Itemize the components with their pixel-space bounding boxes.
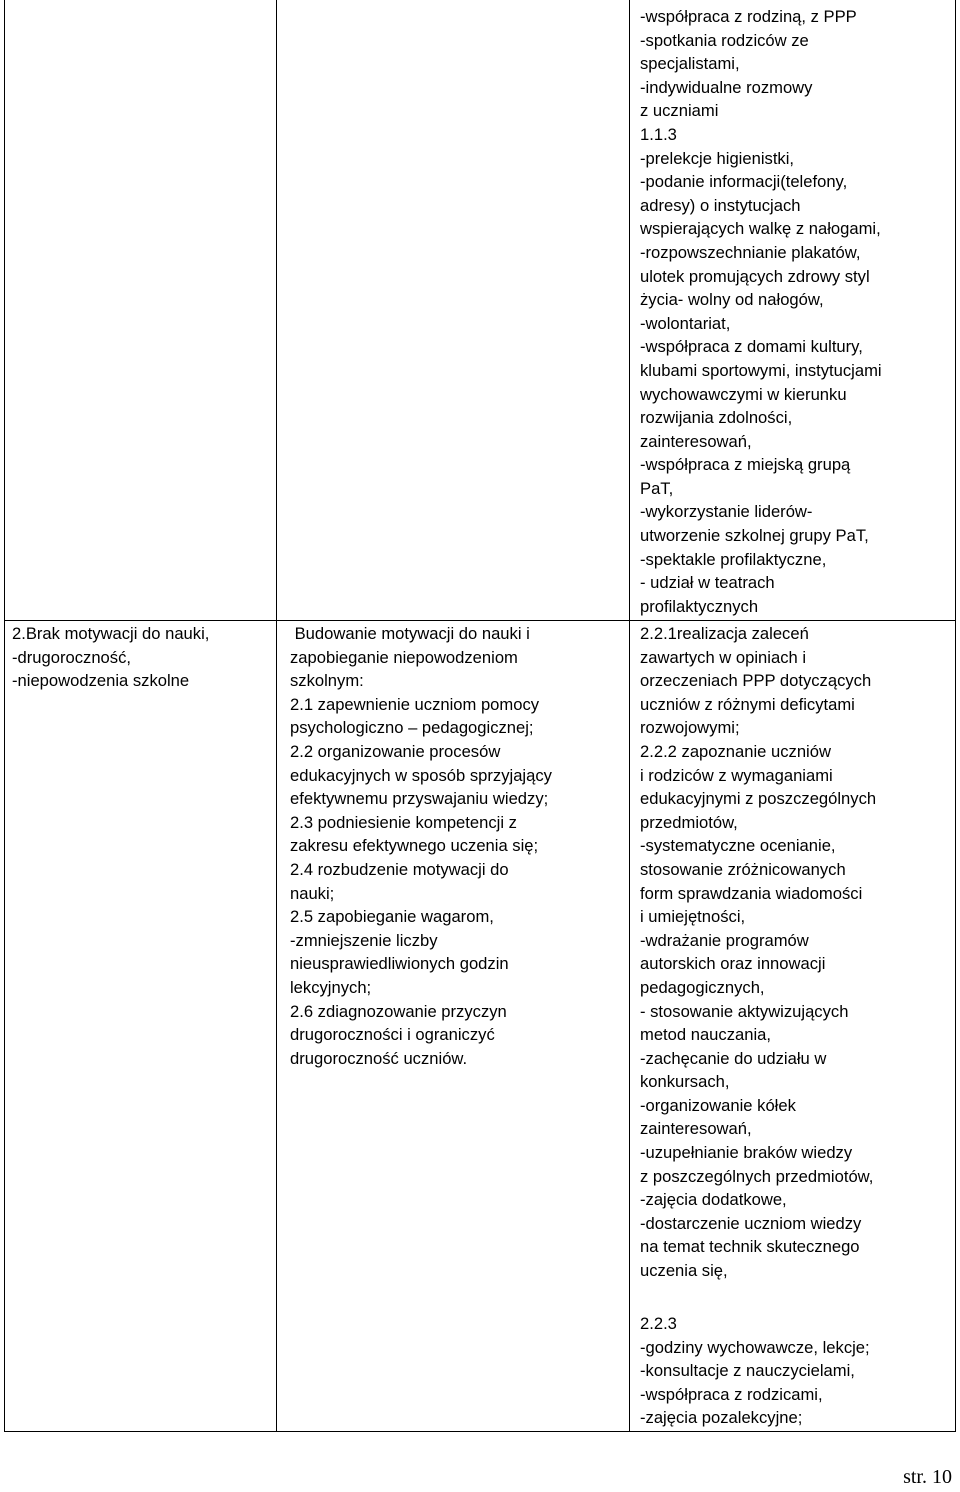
text-line: 2.5 zapobieganie wagarom,: [290, 907, 494, 927]
text-line: wychowawczymi w kierunku: [640, 384, 847, 404]
text-line: psychologiczno – pedagogicznej;: [290, 718, 534, 738]
text-line: -systematyczne ocenianie,: [640, 836, 836, 856]
text-line: adresy) o instytucjach: [640, 195, 801, 215]
text-line: utworzenie szkolnej grupy PaT,: [640, 526, 869, 546]
text-line: 2.2.2 zapoznanie uczniów: [640, 741, 831, 761]
column-divider-1: [276, 0, 277, 1432]
text-line: -niepowodzenia szkolne: [12, 671, 190, 691]
text-line: drugoroczność uczniów.: [290, 1048, 468, 1068]
text-line: -spektakle profilaktyczne,: [640, 549, 827, 569]
text-line: -wdrażanie programów: [640, 930, 809, 950]
text-line: z poszczególnych przedmiotów,: [640, 1166, 874, 1186]
text-line: -zajęcia pozalekcyjne;: [640, 1408, 803, 1428]
text-line: -współpraca z miejską grupą: [640, 455, 851, 475]
text-line: uczniów z różnymi deficytami: [640, 694, 855, 714]
text-line: drugoroczności i ograniczyć: [290, 1025, 495, 1045]
text-line: 2.3 podniesienie kompetencji z: [290, 812, 517, 832]
text-line: specjalistami,: [640, 54, 740, 74]
text-line: zainteresowań,: [640, 1119, 752, 1139]
text-line: 2.2.3: [640, 1314, 677, 1333]
text-line: i umiejętności,: [640, 907, 746, 927]
text-line: edukacyjnymi z poszczególnych: [640, 789, 877, 809]
text-line: metod nauczania,: [640, 1025, 771, 1045]
text-line: -organizowanie kółek: [640, 1095, 796, 1115]
text-line: życia- wolny od nałogów,: [640, 290, 824, 310]
text-line: - udział w teatrach: [640, 573, 775, 593]
text-line: -godziny wychowawcze, lekcje;: [640, 1337, 870, 1357]
text-line: wspierających walkę z nałogami,: [640, 219, 881, 239]
text-line: profilaktycznych: [640, 596, 759, 616]
text-line: autorskich oraz innowacji: [640, 954, 826, 974]
text-line: -podanie informacji(telefony,: [640, 172, 848, 192]
text-line: 2.Brak motywacji do nauki,: [12, 624, 210, 643]
text-line: -współpraca z rodziną, z PPP: [640, 7, 857, 26]
text-line: zakresu efektywnego uczenia się;: [290, 836, 539, 856]
page-number: str. 10: [903, 1466, 952, 1488]
text-line: lekcyjnych;: [290, 977, 372, 997]
text-line: PaT,: [640, 478, 674, 498]
text-line: - stosowanie aktywizujących: [640, 1001, 849, 1021]
text-line: 2.4 rozbudzenie motywacji do: [290, 859, 509, 879]
text-line: zapobieganie niepowodzeniom: [290, 647, 518, 667]
row-main-col1: [12, 622, 209, 693]
text-line: -współpraca z domami kultury,: [640, 337, 863, 357]
text-line: -indywidualne rozmowy: [640, 77, 813, 97]
text-line: orzeczeniach PPP dotyczących: [640, 671, 872, 691]
text-line: 2.1 zapewnienie uczniom pomocy: [290, 694, 540, 714]
text-line: nieusprawiedliwionych godzin: [290, 954, 509, 974]
text-line: -uzupełnianie braków wiedzy: [640, 1143, 853, 1163]
text-line: pedagogicznych,: [640, 977, 765, 997]
text-line: klubami sportowymi, instytucjami: [640, 360, 882, 380]
text-line: szkolnym:: [290, 671, 364, 691]
text-line: -zajęcia dodatkowe,: [640, 1190, 787, 1210]
text-line: -spotkania rodziców ze: [640, 30, 809, 50]
text-line: ulotek promujących zdrowy styl: [640, 266, 870, 286]
text-line: -dostarczenie uczniom wiedzy: [640, 1213, 862, 1233]
text-line: -konsultacje z nauczycielami,: [640, 1361, 855, 1381]
text-line: -zmniejszenie liczby: [290, 930, 438, 950]
text-line: rozwijania zdolności,: [640, 408, 793, 428]
text-line: na temat technik skutecznego: [640, 1237, 860, 1257]
text-line: -wolontariat,: [640, 313, 731, 333]
text-line: uczenia się,: [640, 1261, 728, 1281]
text-line: 2.6 zdiagnozowanie przyczyn: [290, 1001, 507, 1021]
row-main-col2: [290, 622, 552, 1070]
text-line: -drugoroczność,: [12, 647, 131, 667]
text-line: form sprawdzania wiadomości: [640, 883, 863, 903]
text-line: -rozpowszechnianie plakatów,: [640, 242, 861, 262]
text-line: -współpraca z rodzicami,: [640, 1384, 823, 1404]
text-line: zainteresowań,: [640, 431, 752, 451]
text-line: edukacyjnych w sposób sprzyjający: [290, 765, 552, 785]
text-line: 1.1.3: [640, 124, 677, 144]
row-main-col3-tail: [640, 1312, 870, 1430]
text-line: Budowanie motywacji do nauki i: [290, 624, 530, 643]
text-line: przedmiotów,: [640, 812, 738, 832]
text-line: i rodziców z wymaganiami: [640, 765, 833, 785]
text-line: zawartych w opiniach i: [640, 647, 807, 667]
row-top-col3: [640, 5, 882, 618]
row-divider: [4, 620, 956, 621]
text-line: -zachęcanie do udziału w: [640, 1048, 827, 1068]
text-line: 2.2.1realizacja zaleceń: [640, 624, 809, 643]
text-line: z uczniami: [640, 101, 719, 121]
text-line: nauki;: [290, 883, 335, 903]
text-line: konkursach,: [640, 1072, 730, 1092]
text-line: efektywnemu przyswajaniu wiedzy;: [290, 789, 549, 809]
text-line: stosowanie zróżnicowanych: [640, 859, 846, 879]
column-divider-2: [629, 0, 630, 1432]
row-main-col3: [640, 622, 876, 1283]
text-line: 2.2 organizowanie procesów: [290, 741, 501, 761]
text-line: -prelekcje higienistki,: [640, 148, 795, 168]
text-line: rozwojowymi;: [640, 718, 740, 738]
text-line: -wykorzystanie liderów-: [640, 502, 813, 522]
